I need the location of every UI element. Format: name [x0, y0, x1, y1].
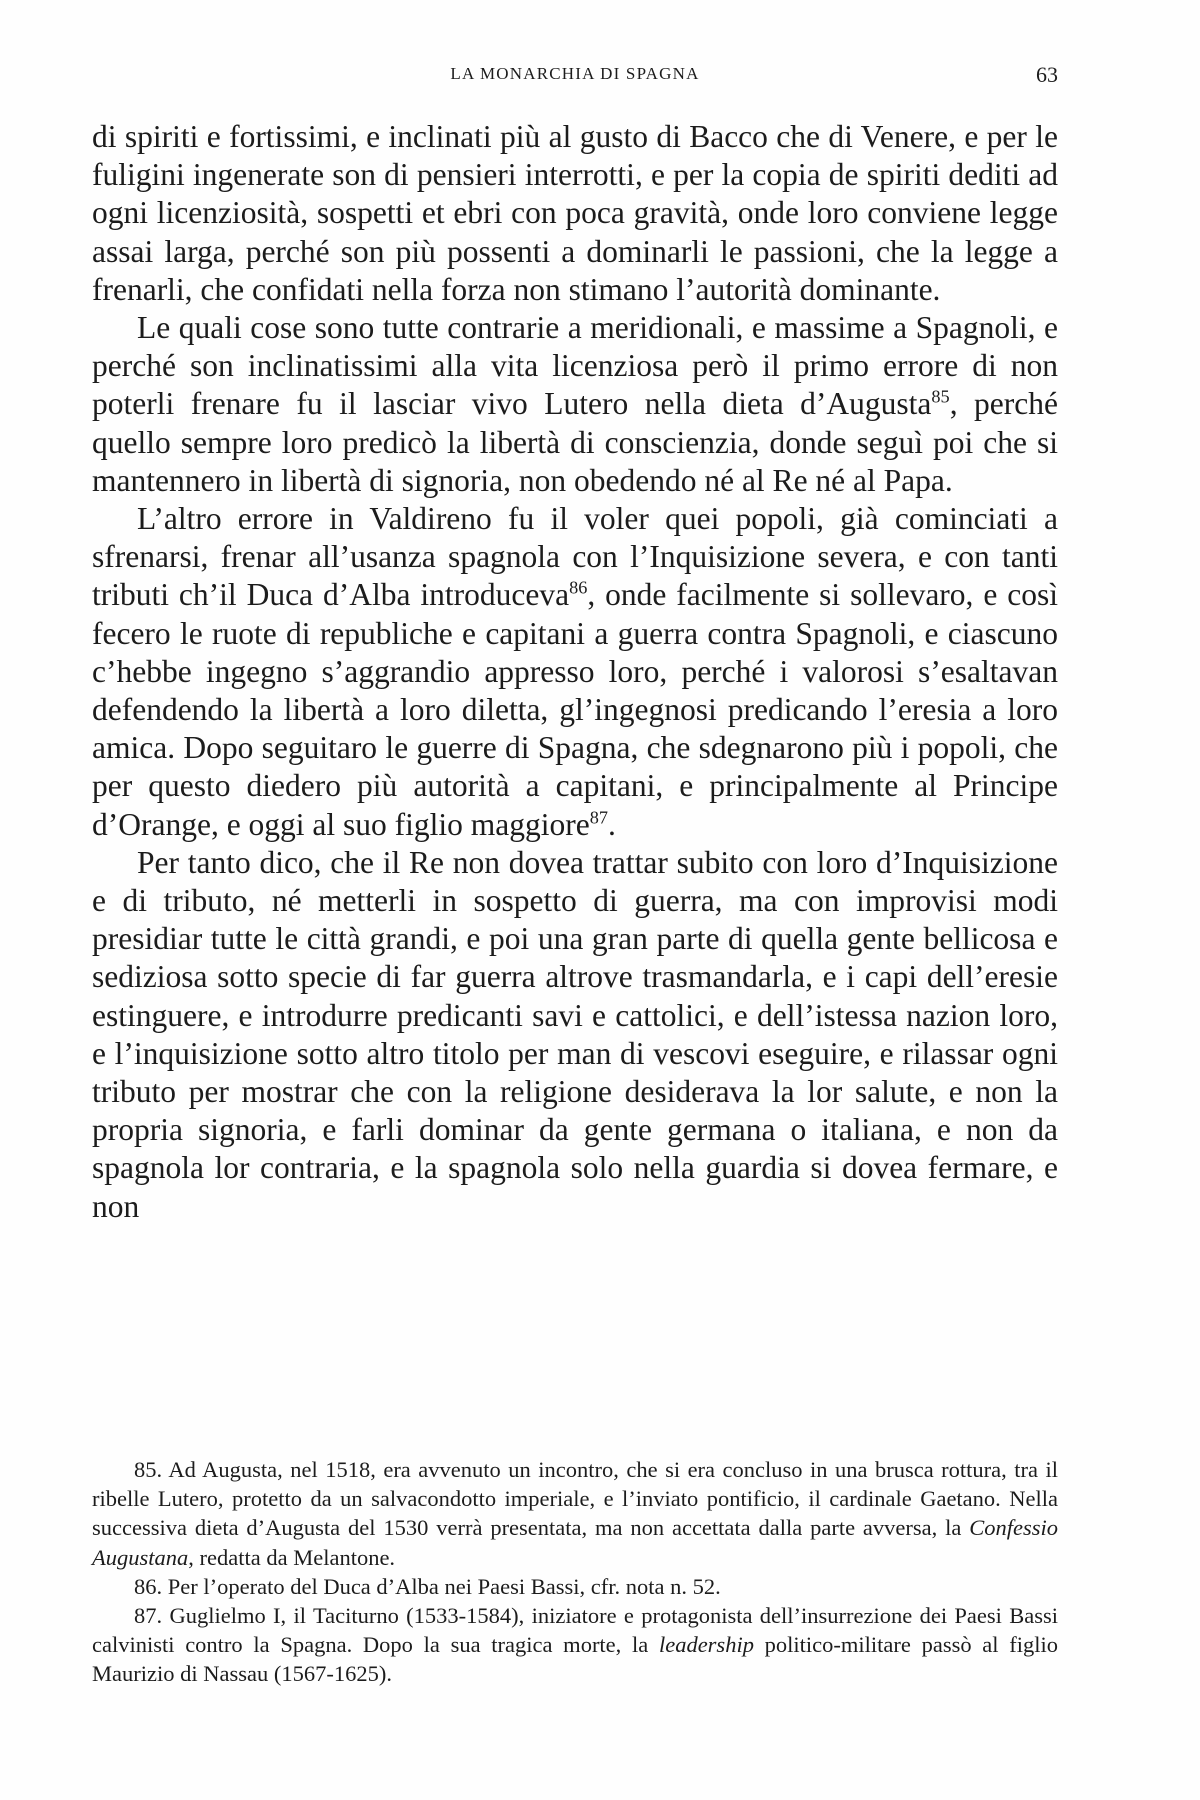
paragraph-1: [92, 118, 1058, 309]
footnote-85-text-a: 85. Ad Augusta, nel 1518, era avvenuto un incontro, che si era concluso in una brusca rottura, tra il ribelle Lutero, protetto da un salvacondotto imperiale, e l’inviato pontificio, il cardinale Gaetano. Nella successiva dieta d’Augusta del 1530 verrà presentata, ma non accettata dalla parte avversa, la: [92, 1457, 1058, 1541]
paragraph-3-text-c: .: [608, 806, 616, 842]
paragraph-3-text-a: L’altro errore in Valdireno fu il voler quei popoli, già cominciati a sfrenarsi, frenar all’usanza spagnola con l’Inquisizione severa, e con tanti tributi ch’il Duca d’Alba introduceva: [92, 501, 1058, 613]
paragraph-3: [92, 500, 1058, 844]
paragraph-2: [92, 309, 1058, 500]
footnote-ref-85[interactable]: 85: [931, 387, 950, 408]
footnote-85: [92, 1455, 1058, 1572]
paragraph-1-text: di spiriti e fortissimi, e inclinati più al gusto di Bacco che di Venere, e per le fuligini ingenerate son di pensieri interrotti, e per la copia de spiriti dediti ad ogni licenziosità, sospetti et ebri con poca gravità, onde loro conviene legge assai larga, perché son più possenti a dominarli le passioni, che la legge a frenarli, che confidati nella forza non stimano l’autorità dominante.: [92, 119, 1058, 307]
footnote-87-text-b: politico-militare passò al figlio Maurizio di Nassau (1567-1625).: [92, 1632, 1058, 1687]
footnote-87-italic: leadership: [658, 1632, 754, 1658]
footnotes: [92, 1455, 1058, 1689]
paragraph-4: [92, 844, 1058, 1226]
footnote-85-italic: Confessio Augustana: [92, 1515, 1058, 1570]
paragraph-2-text-b: , perché quello sempre loro predicò la libertà di conscienzia, donde seguì poi che si mantennero in libertà di signoria, non obedendo né al Re né al Papa.: [92, 386, 1058, 498]
footnote-85-text-b: , redatta da Melantone.: [188, 1544, 396, 1570]
footnote-87: [92, 1601, 1058, 1689]
running-head: [92, 62, 1058, 92]
paragraph-4-text: Per tanto dico, che il Re non dovea trattar subito con loro d’Inquisizione e di tributo, né metterli in sospetto di guerra, ma con improvisi modi presidiar tutte le città grandi, e poi una gran parte di quella gente bellicosa e sediziosa sotto specie di far guerra altrove trasmandarla, e i capi dell’eresie estinguere, e introdurre predicanti savi e cattolici, e dell’istessa nazion loro, e l’inquisizione sotto altro titolo per man di vescovi eseguire, e rilassar ogni tributo per mostrar che con la religione desiderava la lor salute, e non la propria signoria, e farli dominar da gente germana o italiana, e non da spagnola lor contraria, e la spagnola solo nella guardia si dovea fermare, e non: [92, 844, 1058, 1224]
main-text: [92, 118, 1058, 1226]
running-title: LA MONARCHIA DI SPAGNA: [450, 64, 700, 83]
footnote-ref-86[interactable]: 86: [569, 578, 588, 599]
paragraph-2-text-a: Le quali cose sono tutte contrarie a meridionali, e massime a Spagnoli, e perché son inclinatissimi alla vita licenziosa però il primo errore di non poterli frenare fu il lasciar vivo Lutero nella dieta d’Augusta: [92, 310, 1058, 422]
footnote-ref-87[interactable]: 87: [589, 807, 609, 828]
footnote-87-text-a: 87. Guglielmo I, il Taciturno (1533-1584), iniziatore e protagonista dell’insurrezione dei Paesi Bassi calvinisti contro la Spagna. Dopo la sua tragica morte, la: [92, 1603, 1058, 1658]
footnote-86-text: 86. Per l’operato del Duca d’Alba nei Paesi Bassi, cfr. nota n. 52.: [134, 1573, 721, 1599]
footnote-86: [92, 1572, 1058, 1601]
page-number: 63: [1036, 62, 1058, 87]
paragraph-3-text-b: , onde facilmente si sollevaro, e così fecero le ruote di republiche e capitani a guerra contra Spagnoli, e ciascuno c’hebbe ingegno s’aggrandio appresso loro, perché i valorosi s’esaltavan defendendo la libertà a loro diletta, gl’ingegnosi predicando l’eresia a loro amica. Dopo seguitaro le guerre di Spagna, che sdegnarono più i popoli, che per questo diedero più autorità a capitani, e principalmente al Principe d’Orange, e oggi al suo figlio maggiore: [92, 577, 1058, 842]
